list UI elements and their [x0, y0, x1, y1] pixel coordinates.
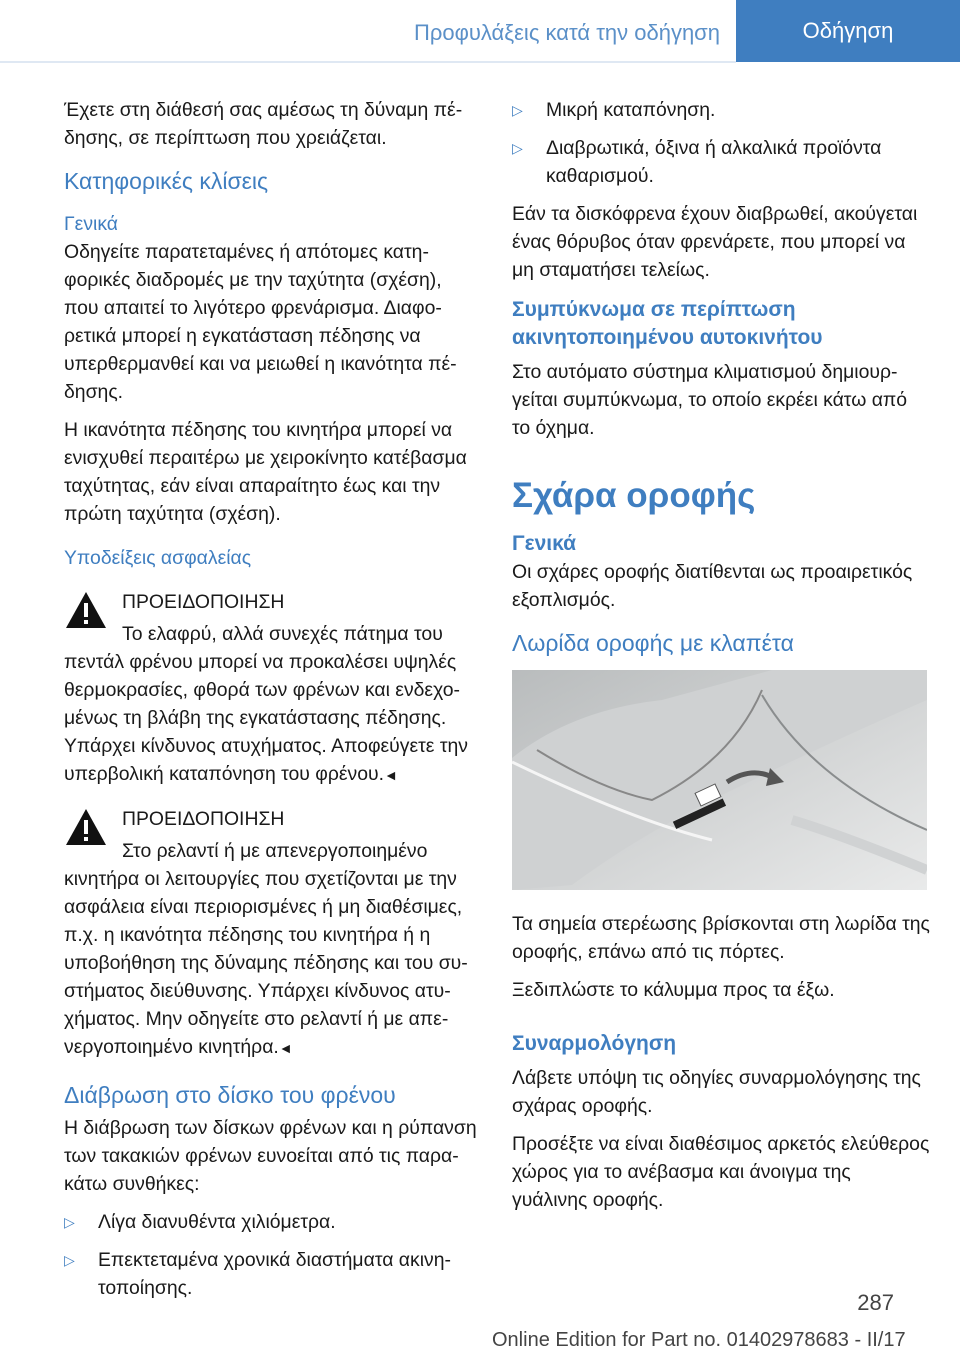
- bullet-arrow-icon: ▷: [512, 140, 523, 156]
- corrosion-list-right: [512, 96, 930, 190]
- header-divider: [0, 61, 736, 63]
- warning-triangle-icon: [64, 807, 108, 847]
- heading-roof-strip: Λωρίδα οροφής με κλαπέτα: [512, 630, 794, 656]
- warning-block-2: [64, 805, 478, 1062]
- right-column: [512, 96, 930, 1224]
- end-mark-icon: ◄: [278, 1040, 293, 1056]
- section-title: Προφυλάξεις κατά την οδήγηση: [413, 20, 720, 45]
- condensate-paragraph: Στο αυτόματο σύστημα κλιματισμού δημιουργείται συμπύκνωμα, το οποίο εκρέει κάτω από το όχημα.: [512, 361, 908, 439]
- downhill-paragraph-2: Η ικανότητα πέδησης του κινητήρα μπορεί να ενισχυθεί περαιτέρω με χειροκίνητο κατέβασμα ταχύτητας, εάν είναι απαραίτητο έως και την πρώτη ταχύτητα (σχέση).: [64, 419, 467, 525]
- warning-label: ΠΡΟΕΙΔΟΠΟΙΗΣΗ: [122, 808, 285, 830]
- roof-rack-general-paragraph: Οι σχάρες οροφής διατίθενται ως προαιρετικός εξοπλισμός.: [512, 561, 913, 611]
- bullet-arrow-icon: ▷: [64, 1214, 75, 1230]
- end-mark-icon: ◄: [384, 767, 398, 783]
- list-item: ▷ Επεκτεταμένα χρονικά διαστήματα ακινητοποίησης.: [64, 1246, 478, 1302]
- heading-assembly: Συναρμολόγηση: [512, 1032, 677, 1055]
- unfold-paragraph: Ξεδιπλώστε το κάλυμμα προς τα έξω.: [512, 979, 835, 1001]
- list-item: ▷ Μικρή καταπόνηση.: [512, 96, 930, 124]
- warning-triangle-icon: [64, 590, 108, 630]
- downhill-paragraph-1: Οδηγείτε παρατεταμένες ή απότομες κατηφορικές διαδρομές με την ταχύτητα (σχέση), που απαιτεί το λιγότερο φρενάρισμα. Διαφορετικά μπορεί η εγκατάσταση πέδησης να υπερθερμανθεί και να μειωθεί η ικανότητα πέδησης.: [64, 241, 457, 403]
- assembly-paragraph-2: Προσέξτε να είναι διαθέσιμος αρκετός ελεύθερος χώρος για το ανέβασμα και άνοιγμα της γυάλινης οροφής.: [512, 1133, 930, 1211]
- chapter-tab: Οδήγηση: [736, 0, 960, 62]
- heading-condensate: Συμπύκνωμα σε περίπτωση ακινητοποιημένου αυτοκινήτου: [512, 298, 823, 349]
- noise-paragraph: Εάν τα δισκόφρενα έχουν διαβρωθεί, ακούγεται ένας θόρυβος όταν φρενάρετε, που μπορεί να μη σταματήσει τελείως.: [512, 203, 918, 281]
- subheading-general: Γενικά: [64, 213, 118, 235]
- warning-text: Το ελαφρύ, αλλά συνεχές πάτημα του πεντάλ φρένου μπορεί να προκαλέσει υψηλές θερμοκρασίες, φθορά των φρένων και ενδεχομένως τη βλάβη της εγκατάστασης πέδησης. Υπάρχει κίνδυνος ατυχήματος. Αποφεύγετε την υπερβολική καταπόνηση του φρένου.◄: [64, 623, 468, 785]
- list-item: ▷ Διαβρωτικά, όξινα ή αλκαλικά προϊόντα καθαρισμού.: [512, 134, 930, 190]
- list-item: ▷ Λίγα διανυθέντα χιλιόμετρα.: [64, 1208, 478, 1236]
- subheading-general: Γενικά: [512, 532, 577, 555]
- edition-footer: Online Edition for Part no. 01402978683 - II/17: [492, 1329, 906, 1351]
- heading-downhill: Κατηφορικές κλίσεις: [64, 168, 269, 194]
- subheading-safety: Υποδείξεις ασφαλείας: [64, 547, 252, 569]
- assembly-paragraph-1: Λάβετε υπόψη τις οδηγίες συναρμολόγησης της σχάρας οροφής.: [512, 1067, 921, 1117]
- heading-corrosion: Διάβρωση στο δίσκο του φρένου: [64, 1082, 396, 1108]
- warning-text: Στο ρελαντί ή με απενεργοποιημένο κινητήρα οι λειτουργίες που σχετίζονται με την ασφάλεια είναι περιορισμένες ή μη διαθέσιμες, π.χ. η ικανότητα πέδησης του κινητήρα ή η υποβοήθηση της δύναμης πέδησης και του συστήματος διεύθυνσης. Υπάρχει κίνδυνος ατυχήματος. Μην οδηγείτε στο ρελαντί ή με απενεργοποιημένο κινητήρα.◄: [64, 840, 468, 1058]
- bullet-arrow-icon: ▷: [64, 1252, 75, 1268]
- roof-strip-photo: [512, 670, 927, 890]
- corrosion-paragraph: Η διάβρωση των δίσκων φρένων και η ρύπανση των τακακιών φρένων ευνοείται από τις παρακάτω συνθήκες:: [64, 1117, 477, 1195]
- intro-paragraph: Έχετε στη διάθεσή σας αμέσως τη δύναμη πέδησης, σε περίπτωση που χρειάζεται.: [64, 99, 463, 149]
- heading-roof-rack: Σχάρα οροφής: [512, 476, 756, 515]
- page-number: 287: [857, 1290, 894, 1315]
- warning-label: ΠΡΟΕΙΔΟΠΟΙΗΣΗ: [122, 591, 285, 613]
- left-column: [64, 96, 478, 1312]
- bullet-arrow-icon: ▷: [512, 102, 523, 118]
- fixing-points-paragraph: Τα σημεία στερέωσης βρίσκονται στη λωρίδα της οροφής, επάνω από τις πόρτες.: [512, 913, 930, 963]
- corrosion-list-left: [64, 1208, 478, 1302]
- warning-block-1: [64, 588, 478, 789]
